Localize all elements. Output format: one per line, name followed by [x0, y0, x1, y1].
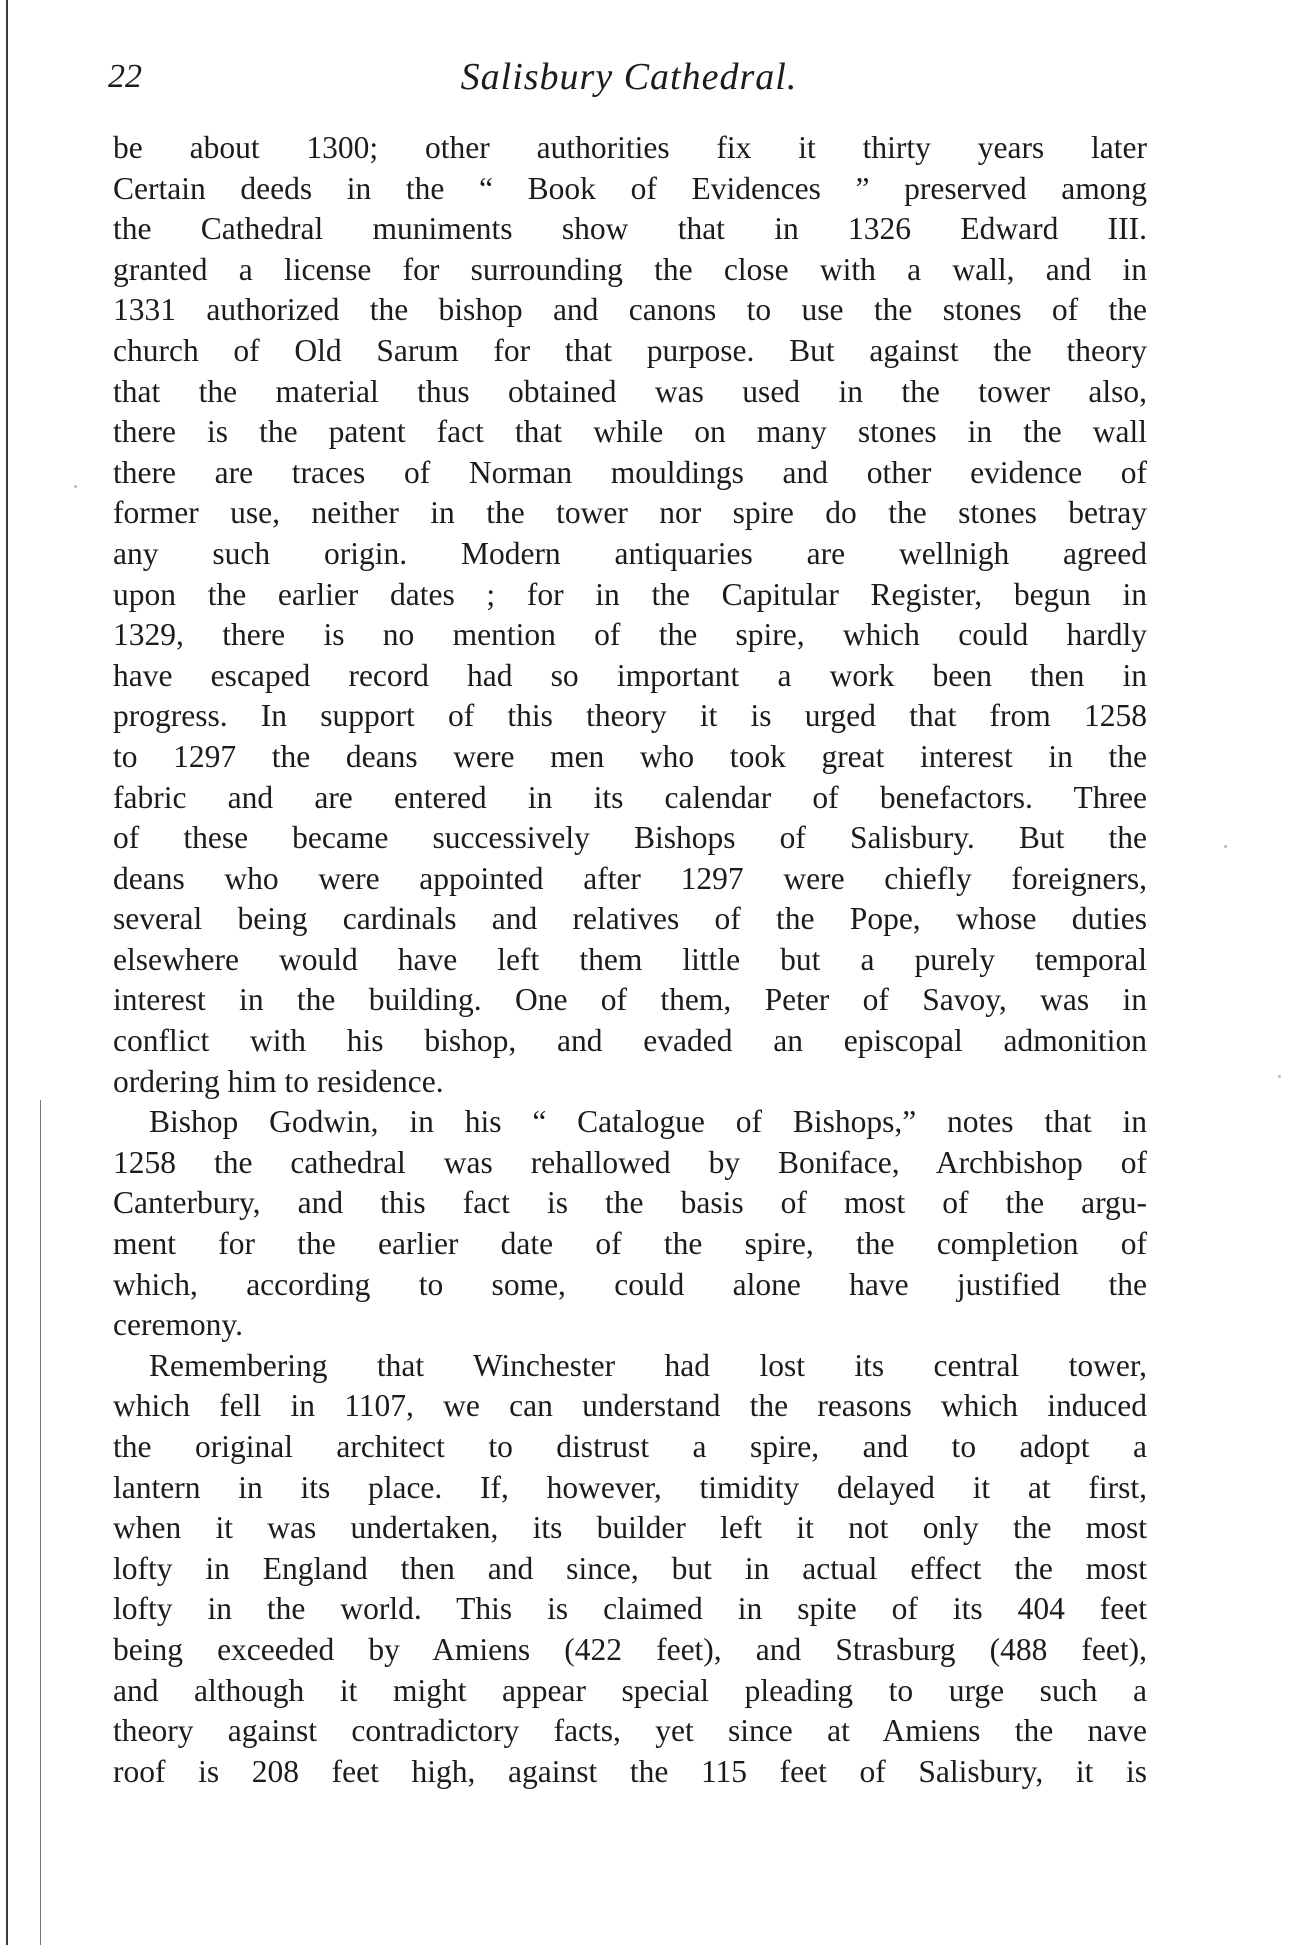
running-title: Salisbury Cathedral.: [460, 56, 798, 98]
text-line: theory against contradictory facts, yet since at Amiens the nave: [113, 1713, 1147, 1749]
paper-speck: [74, 485, 77, 488]
text-line: 1258 the cathedral was rehallowed by Boniface, Archbishop of: [113, 1144, 1147, 1180]
text-line: conflict with his bishop, and evaded an episcopal admonition: [113, 1023, 1147, 1059]
text-line: the original architect to distrust a spire, and to adopt a: [113, 1429, 1147, 1464]
text-line: and although it might appear special pleading to urge such a: [113, 1672, 1147, 1708]
text-line: lofty in the world. This is claimed in spite of its 404 feet: [113, 1591, 1147, 1627]
text-line: of these became successively Bishops of Salisbury. But the: [113, 820, 1147, 856]
page-header: [108, 52, 1150, 102]
text-line: elsewhere would have left them little but a purely temporal: [113, 941, 1147, 977]
paper-speck: [1278, 1075, 1281, 1078]
text-line: there is the patent fact that while on many stones in the wall: [113, 414, 1147, 450]
text-line: Remembering that Winchester had lost its central tower,: [149, 1347, 1147, 1383]
text-line: progress. In support of this theory it is urged that from 1258: [113, 698, 1147, 734]
text-line: Certain deeds in the “ Book of Evidences ” preserved among: [113, 170, 1147, 206]
text-line: several being cardinals and relatives of the Pope, whose duties: [113, 901, 1147, 937]
paragraph-3: [113, 1346, 1147, 1793]
text-line: lantern in its place. If, however, timidity delayed it at first,: [113, 1469, 1147, 1505]
text-line: which fell in 1107, we can understand the reasons which induced: [113, 1388, 1147, 1424]
text-line: being exceeded by Amiens (422 feet), and Strasburg (488 feet),: [113, 1631, 1147, 1667]
paragraph-1: [113, 128, 1147, 1102]
text-line: that the material thus obtained was used in the tower also,: [113, 373, 1147, 409]
text-line: any such origin. Modern antiquaries are wellnigh agreed: [113, 535, 1147, 571]
text-line: ordering him to residence.: [113, 1063, 444, 1099]
text-line: ment for the earlier date of the spire, the completion of: [113, 1226, 1147, 1262]
text-line: lofty in England then and since, but in actual effect the most: [113, 1550, 1147, 1586]
text-line: roof is 208 feet high, against the 115 feet of Salisbury, it is: [113, 1753, 1147, 1789]
text-line: Bishop Godwin, in his “ Catalogue of Bishops,” notes that in: [149, 1104, 1147, 1140]
text-line: granted a license for surrounding the close with a wall, and in: [113, 251, 1147, 287]
paper-speck: [1224, 845, 1227, 848]
page-edge-line: [6, 0, 8, 1945]
page-number: 22: [108, 58, 142, 95]
paragraph-2: [113, 1102, 1147, 1346]
text-line: church of Old Sarum for that purpose. But against the theory: [113, 332, 1147, 368]
text-line: which, according to some, could alone have justified the: [113, 1266, 1147, 1302]
text-line: former use, neither in the tower nor spire do the stones betray: [113, 495, 1147, 531]
text-line: 1329, there is no mention of the spire, which could hardly: [113, 617, 1147, 653]
margin-line: [40, 1100, 41, 1945]
text-line: there are traces of Norman mouldings and other evidence of: [113, 454, 1147, 490]
text-line: the Cathedral muniments show that in 1326 Edward III.: [113, 211, 1147, 247]
text-line: upon the earlier dates ; for in the Capitular Register, begun in: [113, 576, 1147, 612]
text-line: to 1297 the deans were men who took great interest in the: [113, 738, 1147, 774]
text-line: when it was undertaken, its builder left it not only the most: [113, 1510, 1147, 1546]
text-line: interest in the building. One of them, Peter of Savoy, was in: [113, 982, 1147, 1018]
text-line: 1331 authorized the bishop and canons to use the stones of the: [113, 292, 1147, 328]
body-text: [113, 128, 1147, 1792]
text-line: ceremony.: [113, 1307, 244, 1343]
text-line: be about 1300; other authorities fix it thirty years later: [113, 130, 1147, 165]
text-line: Canterbury, and this fact is the basis of most of the argu-: [113, 1185, 1147, 1221]
text-line: fabric and are entered in its calendar of benefactors. Three: [113, 779, 1147, 815]
text-line: deans who were appointed after 1297 were chiefly foreigners,: [113, 860, 1147, 896]
text-line: have escaped record had so important a work been then in: [113, 657, 1147, 693]
